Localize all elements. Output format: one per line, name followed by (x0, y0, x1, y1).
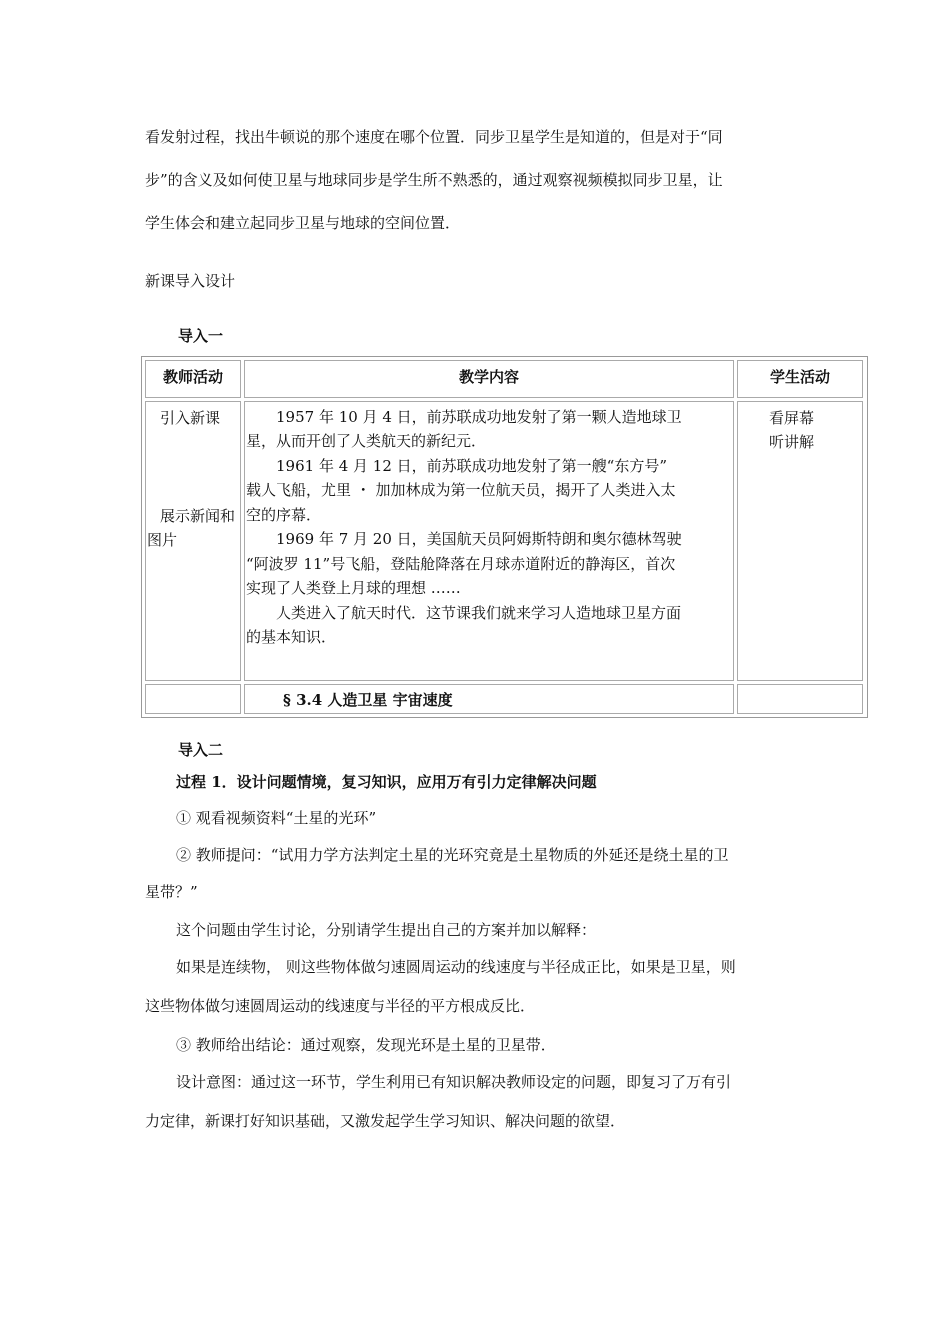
content-line-5: 空的序幕． (246, 506, 322, 524)
body-line-4: 这个问题由学生讨论，分别请学生提出自己的方案并加以解释： (176, 921, 597, 939)
header-content: 教学内容 (244, 360, 734, 398)
header-teacher: 教师活动 (145, 360, 241, 398)
student-activity-2: 听讲解 (769, 433, 815, 451)
body-line-6: 这些物体做匀速圆周运动的线速度与半径的平方根成反比． (145, 997, 536, 1015)
content-line-8: 实现了人类登上月球的理想 …… (246, 579, 461, 597)
footer-empty-right (737, 684, 863, 714)
teacher-activity-2: 展示新闻和 (160, 507, 236, 525)
header-student: 学生活动 (737, 360, 863, 398)
content-line-2: 星，从而开创了人类航天的新纪元． (246, 432, 487, 450)
body-line-2: ② 教师提问：“试用力学方法判定土星的光环究竟是土星物质的外延还是绕土星的卫 (176, 846, 729, 864)
teacher-activity-3: 图片 (147, 531, 178, 549)
body-line-1: ① 观看视频资料“土星的光环” (176, 809, 377, 827)
footer-empty-left (145, 684, 241, 714)
body-line-7: ③ 教师给出结论：通过观察，发现光环是土星的卫星带． (176, 1036, 556, 1054)
body-line-3: 星带？” (145, 883, 198, 901)
process-title: 过程 1．设计问题情境，复习知识，应用万有引力定律解决问题 (176, 773, 597, 791)
intro-line-1: 看发射过程，找出牛顿说的那个速度在哪个位置．同步卫星学生是知道的，但是对于“同 (145, 128, 723, 146)
body-line-5: 如果是连续物， 则这些物体做匀速圆周运动的线速度与半径成正比，如果是卫星，则 (176, 958, 736, 976)
content-line-1: 1957 年 10 月 4 日，前苏联成功地发射了第一颗人造地球卫 (246, 408, 682, 426)
body-line-8: 设计意图：通过这一环节，学生利用已有知识解决教师设定的问题，即复习了万有引 (176, 1073, 732, 1091)
student-activity-cell (737, 401, 863, 681)
teacher-activity-1: 引入新课 (160, 409, 221, 427)
student-activity-1: 看屏幕 (769, 409, 815, 427)
intro-line-3: 学生体会和建立起同步卫星与地球的空间位置． (145, 214, 461, 232)
lesson-title: § 3.4 人造卫星 宇宙速度 (283, 691, 453, 709)
lead2-title: 导入二 (178, 741, 224, 759)
lead1-title: 导入一 (178, 327, 224, 345)
content-line-7: “阿波罗 11”号飞船，登陆舱降落在月球赤道附近的静海区，首次 (246, 555, 676, 573)
content-cell (244, 401, 734, 681)
content-line-6: 1969 年 7 月 20 日，美国航天员阿姆斯特朗和奥尔德林驾驶 (246, 530, 682, 548)
content-line-9: 人类进入了航天时代．这节课我们就来学习人造地球卫星方面 (246, 604, 682, 622)
body-line-9: 力定律，新课打好知识基础，又激发起学生学习知识、解决问题的欲望． (145, 1112, 626, 1130)
lesson-table (141, 356, 868, 718)
footer-content-cell (244, 684, 734, 714)
content-line-3: 1961 年 4 月 12 日，前苏联成功地发射了第一艘“东方号” (246, 457, 667, 475)
intro-line-2: 步”的含义及如何使卫星与地球同步是学生所不熟悉的，通过观察视频模拟同步卫星，让 (145, 171, 723, 189)
teacher-activity-cell (145, 401, 241, 681)
content-line-4: 载人飞船，尤里 ・ 加加林成为第一位航天员，揭开了人类进入太 (246, 481, 676, 499)
content-line-10: 的基本知识． (246, 628, 337, 646)
section-title: 新课导入设计 (145, 272, 236, 290)
